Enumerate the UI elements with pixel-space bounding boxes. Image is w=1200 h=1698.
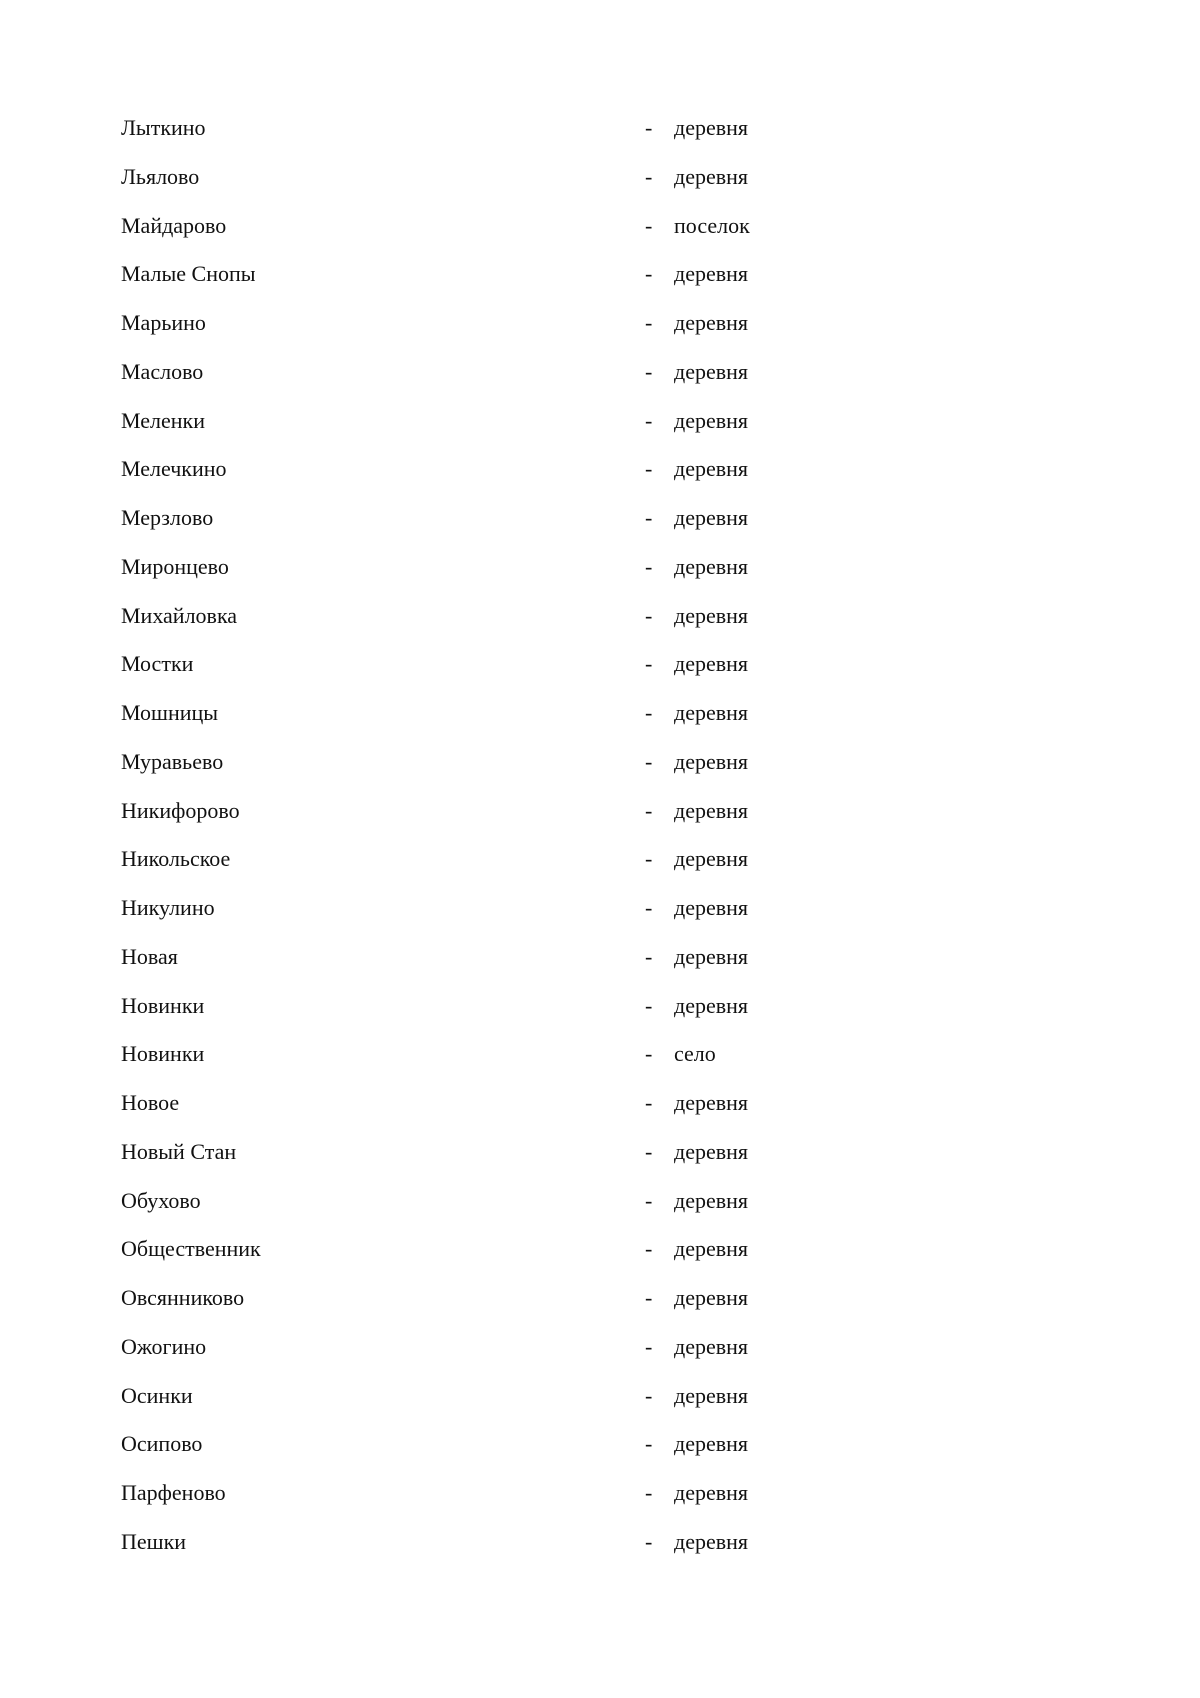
list-item [121, 692, 821, 741]
separator-dash: - [645, 407, 653, 433]
settlement-type: деревня [674, 1090, 749, 1115]
list-item [121, 107, 821, 156]
settlement-type: деревня [674, 943, 749, 969]
list-item [121, 205, 821, 254]
list-item [121, 936, 821, 985]
list-item [121, 1375, 821, 1424]
settlement-list [121, 107, 821, 1570]
list-item [121, 253, 821, 302]
settlement-type: деревня [674, 163, 749, 189]
settlement-type: деревня [674, 1480, 749, 1505]
settlement-name: Мелечкино [121, 456, 227, 482]
settlement-type: деревня [674, 797, 749, 823]
settlement-name: Пешки [121, 1528, 187, 1554]
settlement-name: Новинки [121, 992, 205, 1018]
settlement-name: Овсянниково [121, 1285, 245, 1310]
settlement-type: деревня [674, 1431, 749, 1457]
settlement-type: деревня [674, 505, 749, 530]
settlement-type: деревня [674, 407, 749, 433]
settlement-name: Осипово [121, 1431, 203, 1457]
settlement-name: Никольское [121, 846, 231, 872]
separator-dash: - [645, 1041, 653, 1067]
separator-dash: - [645, 846, 653, 872]
settlement-name: Никулино [121, 895, 215, 920]
list-item [121, 790, 821, 839]
settlement-name: Малые Снопы [121, 261, 256, 287]
settlement-name: Михайловка [121, 602, 238, 628]
settlement-name: Новый Стан [121, 1138, 237, 1164]
settlement-type: деревня [674, 358, 749, 384]
list-item [121, 497, 821, 546]
settlement-name: Новая [121, 943, 178, 969]
separator-dash: - [645, 1333, 653, 1359]
separator-dash: - [645, 1236, 653, 1262]
settlement-type: деревня [674, 456, 749, 482]
settlement-type: деревня [674, 651, 749, 677]
settlement-name: Никифорово [121, 797, 240, 823]
separator-dash: - [645, 358, 653, 384]
settlement-name: Миронцево [121, 553, 229, 579]
settlement-name: Марьино [121, 310, 206, 335]
separator-dash: - [645, 651, 653, 677]
separator-dash: - [645, 992, 653, 1018]
separator-dash: - [645, 163, 653, 189]
settlement-name: Льялово [121, 163, 200, 189]
settlement-name: Муравьево [121, 748, 224, 774]
settlement-name: Обухово [121, 1187, 201, 1213]
settlement-name: Парфеново [121, 1480, 226, 1505]
settlement-type: деревня [674, 748, 749, 774]
settlement-type: деревня [674, 1187, 749, 1213]
settlement-type: деревня [674, 261, 749, 287]
settlement-type: деревня [674, 1528, 749, 1554]
settlement-type: деревня [674, 115, 749, 140]
list-item [121, 741, 821, 790]
list-item [121, 351, 821, 400]
settlement-name: Мошницы [121, 700, 219, 725]
settlement-name: Лыткино [121, 115, 206, 140]
settlement-type: поселок [674, 212, 750, 238]
settlement-type: деревня [674, 310, 749, 335]
settlement-type: село [674, 1041, 716, 1067]
separator-dash: - [645, 505, 653, 530]
separator-dash: - [645, 602, 653, 628]
settlement-name: Новое [121, 1090, 180, 1115]
settlement-name: Новинки [121, 1041, 205, 1067]
separator-dash: - [645, 895, 653, 920]
list-item [121, 1131, 821, 1180]
separator-dash: - [645, 1187, 653, 1213]
settlement-name: Ожогино [121, 1333, 207, 1359]
separator-dash: - [645, 797, 653, 823]
separator-dash: - [645, 1528, 653, 1554]
list-item [121, 1423, 821, 1472]
separator-dash: - [645, 261, 653, 287]
separator-dash: - [645, 943, 653, 969]
list-item [121, 595, 821, 644]
settlement-name: Осинки [121, 1382, 193, 1408]
separator-dash: - [645, 456, 653, 482]
separator-dash: - [645, 1480, 653, 1505]
settlement-type: деревня [674, 895, 749, 920]
list-item [121, 643, 821, 692]
separator-dash: - [645, 748, 653, 774]
list-item [121, 546, 821, 595]
settlement-type: деревня [674, 602, 749, 628]
settlement-name: Меленки [121, 407, 206, 433]
list-item [121, 985, 821, 1034]
settlement-type: деревня [674, 846, 749, 872]
separator-dash: - [645, 1285, 653, 1310]
separator-dash: - [645, 1090, 653, 1115]
separator-dash: - [645, 212, 653, 238]
settlement-type: деревня [674, 1236, 749, 1262]
list-item [121, 1277, 821, 1326]
list-item [121, 1180, 821, 1229]
list-item [121, 887, 821, 936]
separator-dash: - [645, 1382, 653, 1408]
list-item [121, 400, 821, 449]
settlement-type: деревня [674, 1138, 749, 1164]
settlement-type: деревня [674, 553, 749, 579]
list-item [121, 1228, 821, 1277]
settlement-name: Мостки [121, 651, 194, 677]
separator-dash: - [645, 553, 653, 579]
list-item [121, 1326, 821, 1375]
settlement-type: деревня [674, 1382, 749, 1408]
settlement-name: Майдарово [121, 212, 227, 238]
separator-dash: - [645, 310, 653, 335]
list-item [121, 302, 821, 351]
settlement-type: деревня [674, 700, 749, 725]
settlement-name: Общественник [121, 1236, 261, 1262]
list-item [121, 1033, 821, 1082]
separator-dash: - [645, 115, 653, 140]
settlement-name: Мерзлово [121, 505, 214, 530]
list-item [121, 1521, 821, 1570]
list-item [121, 448, 821, 497]
settlement-type: деревня [674, 1285, 749, 1310]
settlement-type: деревня [674, 1333, 749, 1359]
list-item [121, 1082, 821, 1131]
list-item [121, 156, 821, 205]
settlement-type: деревня [674, 992, 749, 1018]
separator-dash: - [645, 700, 653, 725]
separator-dash: - [645, 1138, 653, 1164]
list-item [121, 1472, 821, 1521]
settlement-name: Маслово [121, 358, 204, 384]
separator-dash: - [645, 1431, 653, 1457]
list-item [121, 838, 821, 887]
